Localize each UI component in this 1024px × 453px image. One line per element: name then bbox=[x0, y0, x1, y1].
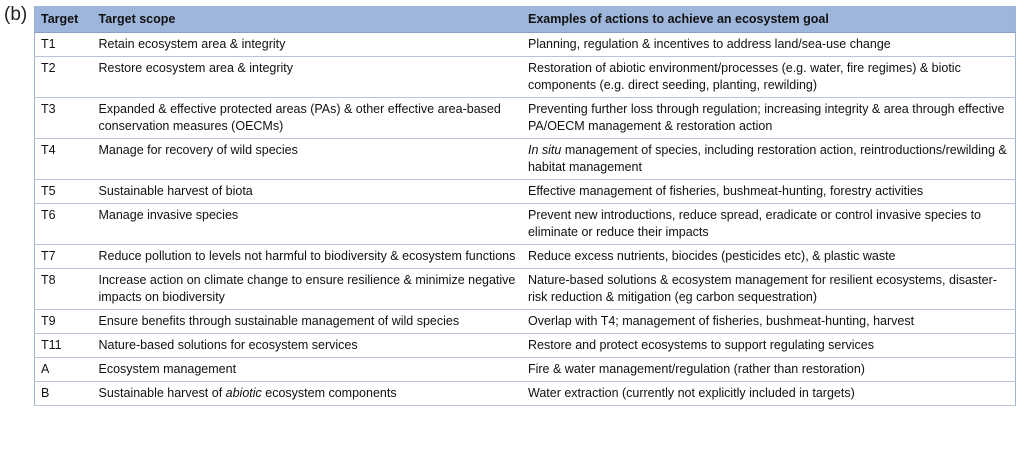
target-examples: Preventing further loss through regulation; increasing integrity & area through effective PA/OECM management & restoration action bbox=[522, 98, 1016, 139]
target-scope: Manage for recovery of wild species bbox=[92, 139, 522, 180]
table-row bbox=[35, 358, 1016, 382]
table-row bbox=[35, 33, 1016, 57]
header-examples: Examples of actions to achieve an ecosystem goal bbox=[522, 6, 1016, 33]
target-examples: Nature-based solutions & ecosystem management for resilient ecosystems, disaster-risk reduction & mitigation (eg carbon sequestration) bbox=[522, 269, 1016, 310]
target-code: T4 bbox=[35, 139, 93, 180]
target-code: T9 bbox=[35, 310, 93, 334]
table-row bbox=[35, 57, 1016, 98]
scope-text-pre: Sustainable harvest of bbox=[98, 386, 226, 400]
target-code: B bbox=[35, 382, 93, 406]
table-row bbox=[35, 310, 1016, 334]
target-code: T6 bbox=[35, 204, 93, 245]
target-code: T7 bbox=[35, 245, 93, 269]
header-target: Target bbox=[35, 6, 93, 33]
italic-term: In situ bbox=[527, 143, 562, 157]
target-code: T1 bbox=[35, 33, 93, 57]
table-row bbox=[35, 245, 1016, 269]
target-scope: Manage invasive species bbox=[92, 204, 522, 245]
table-row bbox=[35, 269, 1016, 310]
target-scope: Restore ecosystem area & integrity bbox=[92, 57, 522, 98]
target-scope: Sustainable harvest of biota bbox=[92, 180, 522, 204]
target-code: A bbox=[35, 358, 93, 382]
target-scope: Retain ecosystem area & integrity bbox=[92, 33, 522, 57]
target-scope: Nature-based solutions for ecosystem services bbox=[92, 334, 522, 358]
target-examples: Fire & water management/regulation (rather than restoration) bbox=[522, 358, 1016, 382]
target-code: T5 bbox=[35, 180, 93, 204]
target-code: T3 bbox=[35, 98, 93, 139]
table-row bbox=[35, 98, 1016, 139]
target-scope: Ensure benefits through sustainable management of wild species bbox=[92, 310, 522, 334]
targets-table bbox=[34, 6, 1016, 406]
panel-label: (b) bbox=[4, 4, 28, 25]
target-scope: Increase action on climate change to ensure resilience & minimize negative impacts on biodiversity bbox=[92, 269, 522, 310]
italic-term: abiotic bbox=[225, 386, 262, 400]
target-scope: Ecosystem management bbox=[92, 358, 522, 382]
scope-text-post: ecosystem components bbox=[261, 386, 397, 400]
header-scope: Target scope bbox=[92, 6, 522, 33]
target-examples: Reduce excess nutrients, biocides (pesticides etc), & plastic waste bbox=[522, 245, 1016, 269]
table-row bbox=[35, 334, 1016, 358]
target-examples: Effective management of fisheries, bushmeat-hunting, forestry activities bbox=[522, 180, 1016, 204]
table-row bbox=[35, 180, 1016, 204]
target-examples: Water extraction (currently not explicitly included in targets) bbox=[522, 382, 1016, 406]
table-row bbox=[35, 382, 1016, 406]
table-row bbox=[35, 204, 1016, 245]
target-examples: Restoration of abiotic environment/processes (e.g. water, fire regimes) & biotic components (e.g. direct seeding, planting, rewilding) bbox=[522, 57, 1016, 98]
target-examples: Planning, regulation & incentives to address land/sea-use change bbox=[522, 33, 1016, 57]
target-code: T11 bbox=[35, 334, 93, 358]
target-scope: Reduce pollution to levels not harmful to biodiversity & ecosystem functions bbox=[92, 245, 522, 269]
examples-text: management of species, including restoration action, reintroductions/rewilding & habitat management bbox=[527, 143, 1007, 174]
target-examples bbox=[522, 139, 1016, 180]
target-scope: Expanded & effective protected areas (PAs) & other effective area-based conservation measures (OECMs) bbox=[92, 98, 522, 139]
target-scope bbox=[92, 382, 522, 406]
target-examples: Overlap with T4; management of fisheries, bushmeat-hunting, harvest bbox=[522, 310, 1016, 334]
target-code: T8 bbox=[35, 269, 93, 310]
target-examples: Restore and protect ecosystems to support regulating services bbox=[522, 334, 1016, 358]
table-row bbox=[35, 139, 1016, 180]
target-examples: Prevent new introductions, reduce spread, eradicate or control invasive species to eliminate or reduce their impacts bbox=[522, 204, 1016, 245]
target-code: T2 bbox=[35, 57, 93, 98]
header-row bbox=[35, 6, 1016, 33]
